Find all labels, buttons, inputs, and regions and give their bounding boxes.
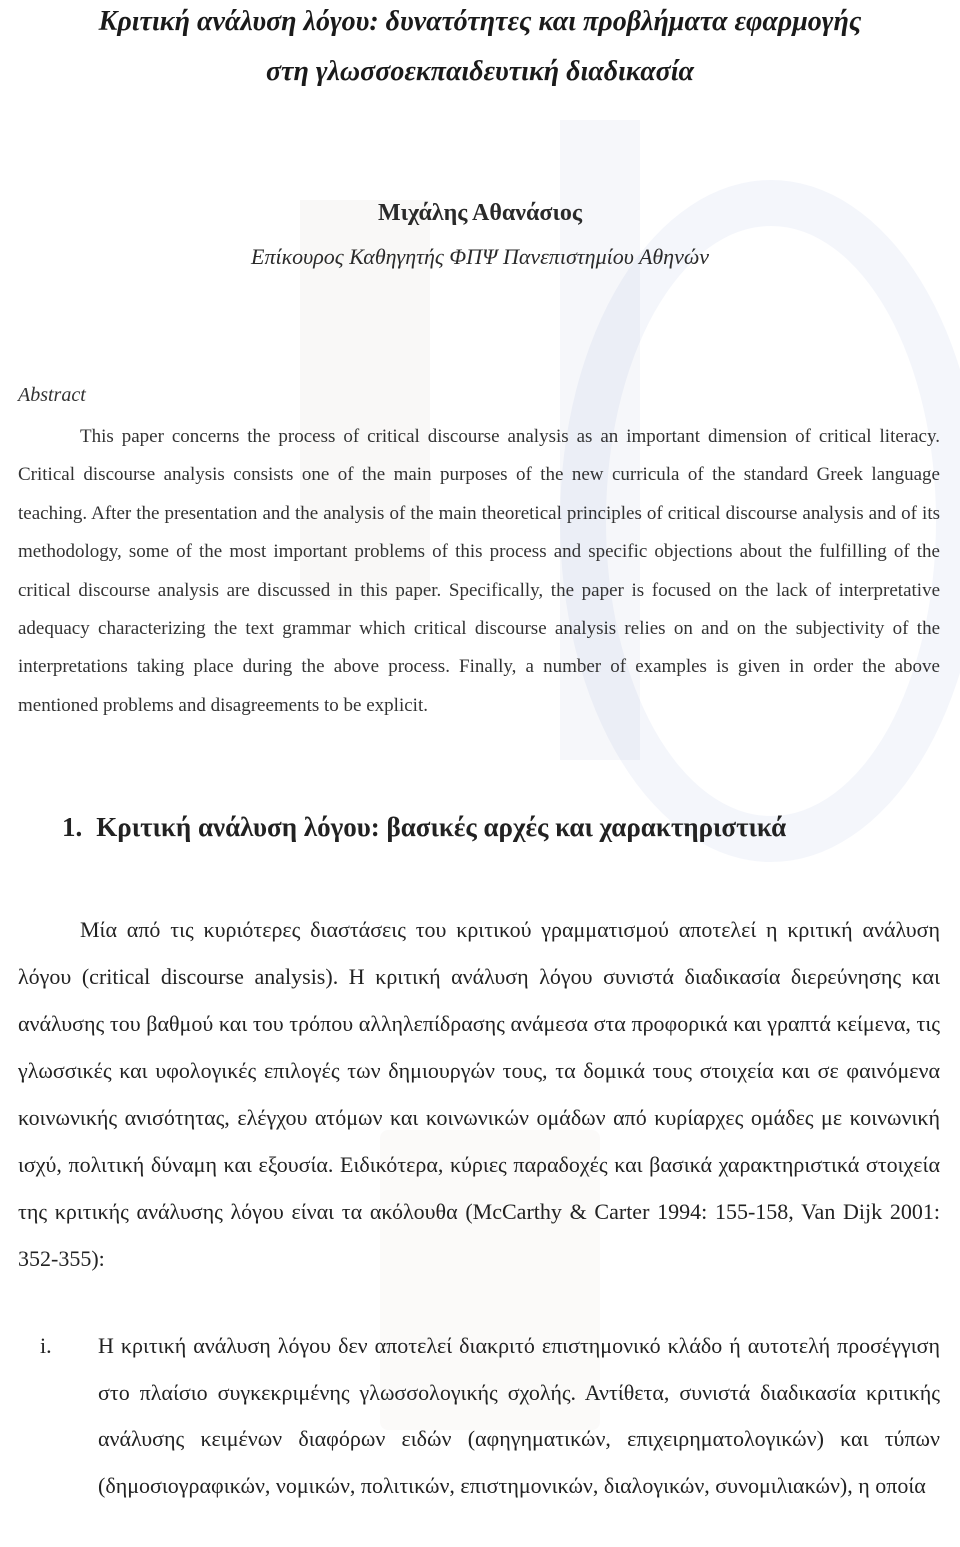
paper-title-line-2: στη γλωσσοεκπαιδευτική διαδικασία bbox=[265, 56, 695, 87]
section-body bbox=[18, 906, 940, 1282]
body-paragraph: Μία από τις κυριότερες διαστάσεις του κριτικού γραμματισμού αποτελεί η κριτική ανάλυση λόγου (critical discourse analysis). Η κριτική ανάλυση λόγου συνιστά διαδικασία διερεύνησης και ανάλυσης του βαθμού και του τρόπου αλληλεπίδρασης ανάμεσα στα προφορικά και γραπτά κείμενα, τις γλωσσικές και υφολογικές επιλογές των δημιουργών τους, τα δομικά τους στοιχεία και σε φαινόμενα κοινωνικής ανισότητας, ελέγχου ατόμων και κοινωνικών ομάδων από κυρίαρχες ομάδες με κοινωνική ισχύ, πολιτική δύναμη και εξουσία. Ειδικότερα, κύριες παραδοχές και βασικά χαρακτηριστικά στοιχεία της κριτικής ανάλυσης λόγου είναι τα ακόλουθα (McCarthy & Carter 1994: 155-158, Van Dijk 2001: 352-355): bbox=[18, 917, 940, 1271]
numbered-list bbox=[18, 1323, 940, 1509]
abstract-paragraph: This paper concerns the process of critical discourse analysis as an important dimension of critical literacy. Critical discourse analysis consists one of the main purposes of the new curricula of the standard Greek language teaching. After the presentation and the analysis of the main theoretical principles of critical discourse analysis and of its methodology, some of the most important problems of this process and specific objections about the fulfilling of the critical discourse analysis are discussed in this paper. Specifically, the paper is focused on the lack of interpretative adequacy characterizing the text grammar which critical discourse analysis relies on and on the subjectivity of the interpretations taking place during the above process. Finally, a number of examples is given in order the above mentioned problems and disagreements to be explicit. bbox=[18, 426, 940, 716]
list-marker: i. bbox=[40, 1333, 52, 1358]
author-name: Μιχάλης Αθανάσιος bbox=[377, 200, 583, 226]
section-number: 1. bbox=[62, 812, 83, 842]
abstract-body bbox=[18, 418, 940, 725]
abstract-label: Abstract bbox=[18, 384, 86, 406]
list-item bbox=[18, 1323, 940, 1509]
list-item-text: Η κριτική ανάλυση λόγου δεν αποτελεί διακριτό επιστημονικό κλάδο ή αυτοτελή προσέγγιση στο πλαίσιο συγκεκριμένης γλωσσολογικής σχολής. Αντίθετα, συνιστά διαδικασία κριτικής ανάλυσης κειμένων διαφόρων ειδών (αφηγηματικών, επιχειρηματολογικών) και τύπων (δημοσιογραφικών, νομικών, πολιτικών, επιστημονικών, διαλογικών, συνομιλιακών), η οποία bbox=[98, 1333, 940, 1498]
paper-title-line-1: Κριτική ανάλυση λόγου: δυνατότητες και προβλήματα εφαρμογής bbox=[98, 6, 862, 37]
section-heading bbox=[62, 812, 786, 843]
section-title: Κριτική ανάλυση λόγου: βασικές αρχές και χαρακτηριστικά bbox=[96, 812, 787, 842]
author-affiliation: Επίκουρος Καθηγητής ΦΠΨ Πανεπιστημίου Αθηνών bbox=[251, 244, 709, 269]
